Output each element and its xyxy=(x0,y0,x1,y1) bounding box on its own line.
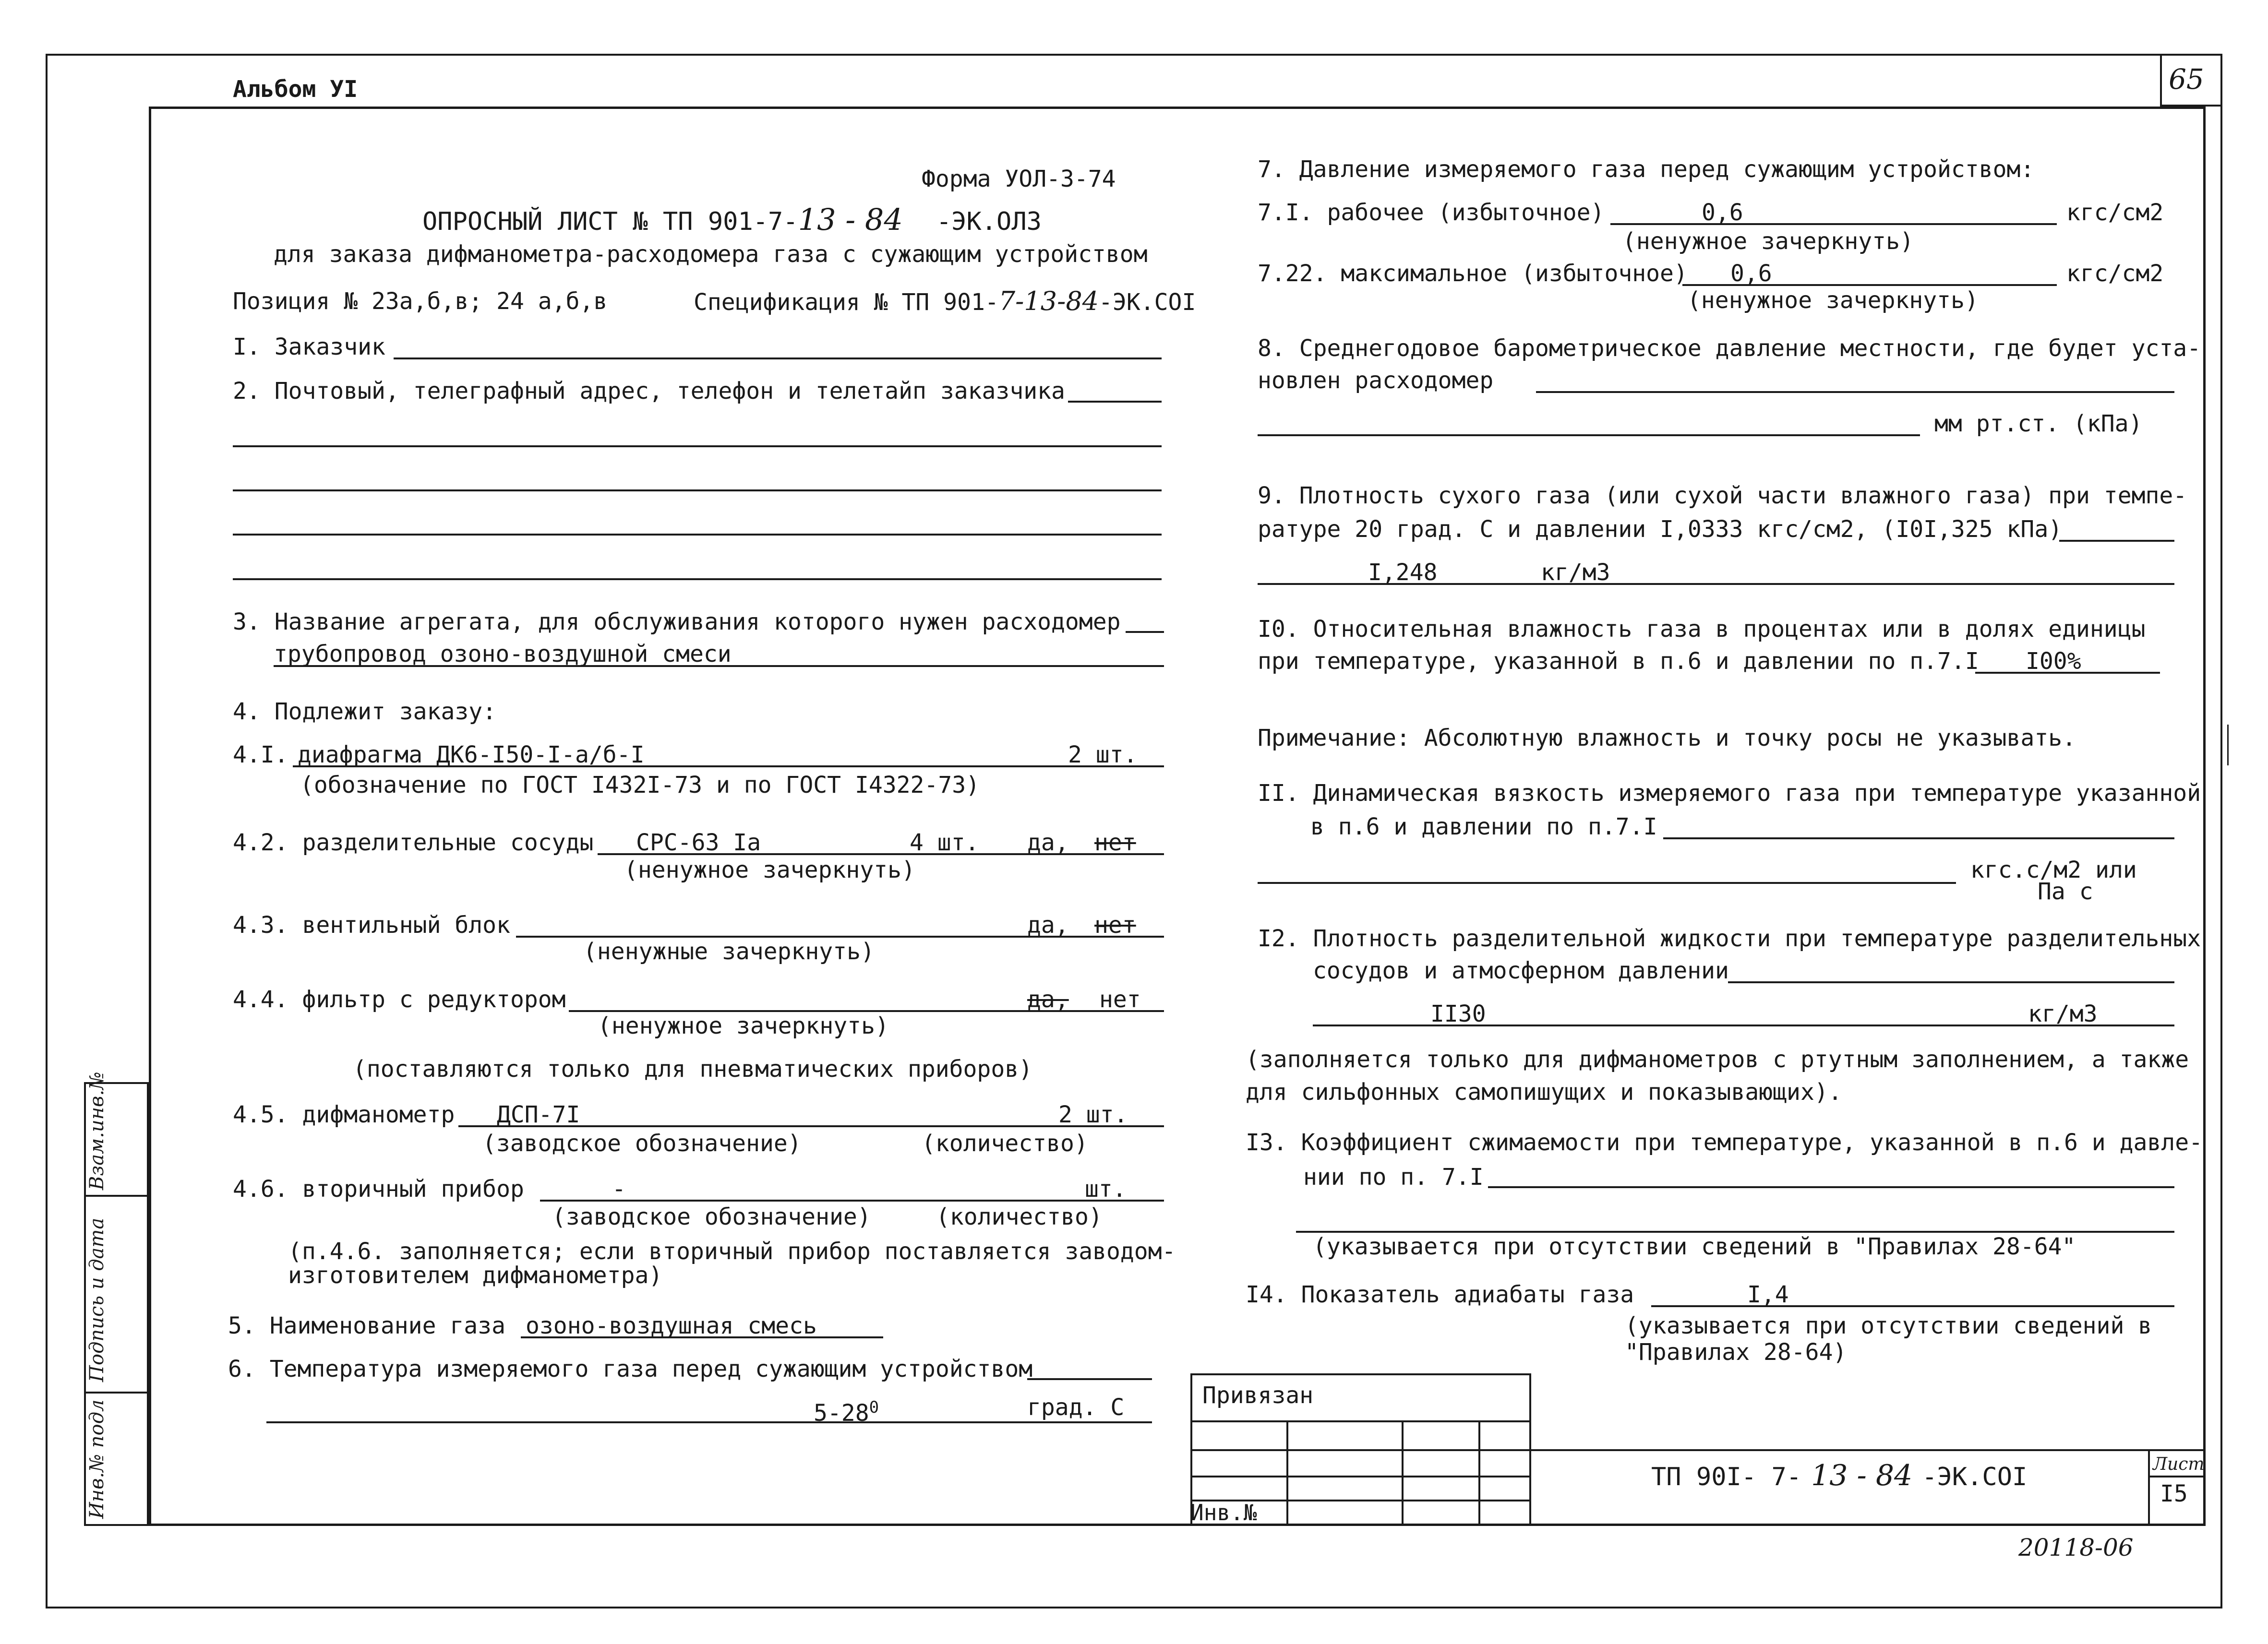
q42-value: СРС-63 Iа xyxy=(636,829,761,856)
q10-line1: I0. Относительная влажность газа в процентах или в долях единицы xyxy=(1258,616,2146,643)
q11-unit1: кгс.с/м2 или xyxy=(1970,857,2137,883)
q46-remark1: (п.4.6. заполняется; если вторичный прибор поставляется заводом- xyxy=(288,1238,1176,1265)
q12-unit: кг/м3 xyxy=(2028,1001,2098,1027)
q12-value: II30 xyxy=(1430,1001,1486,1027)
q43-no: нет xyxy=(1094,912,1136,939)
q8-line1: 8. Среднегодовое барометрическое давление местности, где будет уста- xyxy=(1258,335,2201,362)
q41-label: 4.I. xyxy=(233,741,288,768)
q43-note: (ненужные зачеркнуть) xyxy=(583,938,875,965)
q41-note: (обозначение по ГОСТ I432I-73 и по ГОСТ I4322-73) xyxy=(300,772,980,798)
q6-label: 6. Температура измеряемого газа перед сужающим устройством xyxy=(228,1356,1033,1382)
q42-note: (ненужное зачеркнуть) xyxy=(624,857,915,883)
q71-note: (ненужное зачеркнуть) xyxy=(1622,228,1914,255)
q45-note2: (количество) xyxy=(922,1130,1088,1157)
q3-answer: трубопровод озоно-воздушной смеси xyxy=(274,641,732,667)
q11-line2: в п.6 и давлении по п.7.I xyxy=(1310,813,1657,840)
note: Примечание: Абсолютную влажность и точку росы не указывать. xyxy=(1258,725,2076,751)
q9-line1: 9. Плотность сухого газа (или сухой части влажного газа) при темпе- xyxy=(1258,482,2187,509)
q1-label: I. Заказчик xyxy=(233,334,385,360)
q46-label: 4.6. вторичный прибор xyxy=(233,1176,524,1203)
q71-unit: кгс/см2 xyxy=(2066,199,2164,226)
q9-value: I,248 xyxy=(1368,559,1438,586)
q44-yes: да, xyxy=(1027,986,1069,1013)
q71-label: 7.I. рабочее (избыточное) xyxy=(1258,199,1605,226)
q46-remark2: изготовителем дифманометра) xyxy=(288,1262,663,1289)
q5-value: озоно-воздушная смесь xyxy=(526,1312,817,1339)
q45-value: ДСП-7I xyxy=(497,1101,580,1128)
q44-label: 4.4. фильтр с редуктором xyxy=(233,986,566,1013)
q45-qty: 2 шт. xyxy=(1058,1101,1128,1128)
privyazan-label: Привязан xyxy=(1202,1382,1314,1409)
q46-note2: (количество) xyxy=(936,1203,1103,1230)
side-label-replace: Взам.инв.№ xyxy=(86,1072,108,1190)
q10-value: I00% xyxy=(2026,648,2081,675)
q11-line1: II. Динамическая вязкость измеряемого газа при температуре указанной xyxy=(1258,780,2201,807)
q12-line1: I2. Плотность разделительной жидкости при температуре разделительных xyxy=(1258,925,2201,952)
sheet-label: Лист xyxy=(2153,1454,2205,1474)
q4-label: 4. Подлежит заказу: xyxy=(233,698,497,725)
q72-label: 7.22. максимальное (избыточное) xyxy=(1258,260,1688,287)
q10-line2: при температуре, указанной в п.6 и давлении по п.7.I xyxy=(1258,648,1979,675)
page-corner-number: 65 xyxy=(2169,63,2204,95)
q13-note: (указывается при отсутствии сведений в "Правилах 28-64" xyxy=(1313,1233,2076,1260)
q72-unit: кгс/см2 xyxy=(2066,260,2164,287)
doc-subtitle: для заказа дифманометра-расходомера газа с сужающим устройством xyxy=(274,241,1148,268)
inv-label: Инв.№ xyxy=(1190,1500,1257,1525)
q14-value: I,4 xyxy=(1747,1281,1789,1308)
q9-line2: ратуре 20 град. С и давлении I,0333 кгс/см2, (I0I,325 кПа) xyxy=(1258,516,2063,543)
q3-label: 3. Название агрегата, для обслуживания которого нужен расходомер xyxy=(233,608,1121,635)
q8-unit: мм рт.ст. (кПа) xyxy=(1934,410,2143,437)
q12-line2: сосудов и атмосферном давлении xyxy=(1313,957,1729,984)
q6-unit: град. С xyxy=(1027,1394,1125,1421)
stamp-doc-number: ТП 90I- 7- 13 - 84 -ЭК.СОI xyxy=(1651,1459,2028,1492)
q46-note1: (заводское обозначение) xyxy=(552,1203,871,1230)
q6-value: $5-28^0$ xyxy=(814,1398,879,1427)
q42-yes: да, xyxy=(1027,829,1069,856)
q14-note1: (указывается при отсутствии сведений в xyxy=(1625,1312,2152,1339)
q42-label: 4.2. разделительные сосуды xyxy=(233,829,594,856)
q12-remark1: (заполняется только для дифманометров с ртутным заполнением, а также xyxy=(1246,1046,2189,1073)
pneumatic-note: (поставляются только для пневматических приборов) xyxy=(353,1056,1033,1083)
q5-label: 5. Наименование газа xyxy=(228,1312,505,1339)
q13-line1: I3. Коэффициент сжимаемости при температуре, указанной в п.6 и давле- xyxy=(1246,1129,2203,1156)
album-label: Альбом УI xyxy=(233,76,358,103)
q12-remark2: для сильфонных самопишущих и показывающих). xyxy=(1246,1079,1842,1106)
q46-value: - xyxy=(612,1176,626,1203)
q14-label: I4. Показатель адиабаты газа xyxy=(1246,1281,1634,1308)
q42-no: нет xyxy=(1094,829,1136,856)
q13-line2: нии по п. 7.I xyxy=(1303,1164,1484,1191)
q8-line2: новлен расходомер xyxy=(1258,367,1494,394)
q41-qty: 2 шт. xyxy=(1068,741,1138,768)
q42-qty: 4 шт. xyxy=(910,829,979,856)
q9-unit: кг/м3 xyxy=(1541,559,1610,586)
q7-label: 7. Давление измеряемого газа перед сужающим устройством: xyxy=(1258,156,2035,183)
q43-yes: да, xyxy=(1027,912,1069,939)
sheet-number: I5 xyxy=(2160,1480,2188,1507)
q45-note1: (заводское обозначение) xyxy=(482,1130,802,1157)
side-label-signature: Подпись и дата xyxy=(86,1217,108,1382)
q2-label: 2. Почтовый, телеграфный адрес, телефон и телетайп заказчика xyxy=(233,378,1065,405)
q41-value: диафрагма ДК6-I50-I-а/б-I xyxy=(298,741,645,768)
q72-note: (ненужное зачеркнуть) xyxy=(1687,287,1979,314)
bottom-inventory-number: 20118-06 xyxy=(2018,1534,2134,1561)
form-label: Форма УОЛ-3-74 xyxy=(922,166,1116,192)
side-label-inv: Инв.№ подл xyxy=(86,1399,108,1519)
q43-label: 4.3. вентильный блок xyxy=(233,912,510,939)
q45-label: 4.5. дифманометр xyxy=(233,1101,455,1128)
q72-value: 0,6 xyxy=(1730,260,1772,287)
position-text: Позиция № 23а,б,в; 24 а,б,в xyxy=(233,288,608,315)
q44-no: нет xyxy=(1099,986,1141,1013)
doc-title: ОПРОСНЫЙ ЛИСТ № ТП 901-7-13 - 84 -ЭК.ОЛ3 xyxy=(422,202,1042,237)
spec-text: Спецификация № ТП 901-7-13-84-ЭК.СОI xyxy=(694,286,1196,316)
q71-value: 0,6 xyxy=(1702,199,1743,226)
q46-qty: шт. xyxy=(1085,1176,1127,1203)
q11-unit2: Па с xyxy=(2038,878,2093,905)
q14-note2: "Правилах 28-64) xyxy=(1625,1339,1847,1366)
q44-note: (ненужное зачеркнуть) xyxy=(598,1013,889,1039)
